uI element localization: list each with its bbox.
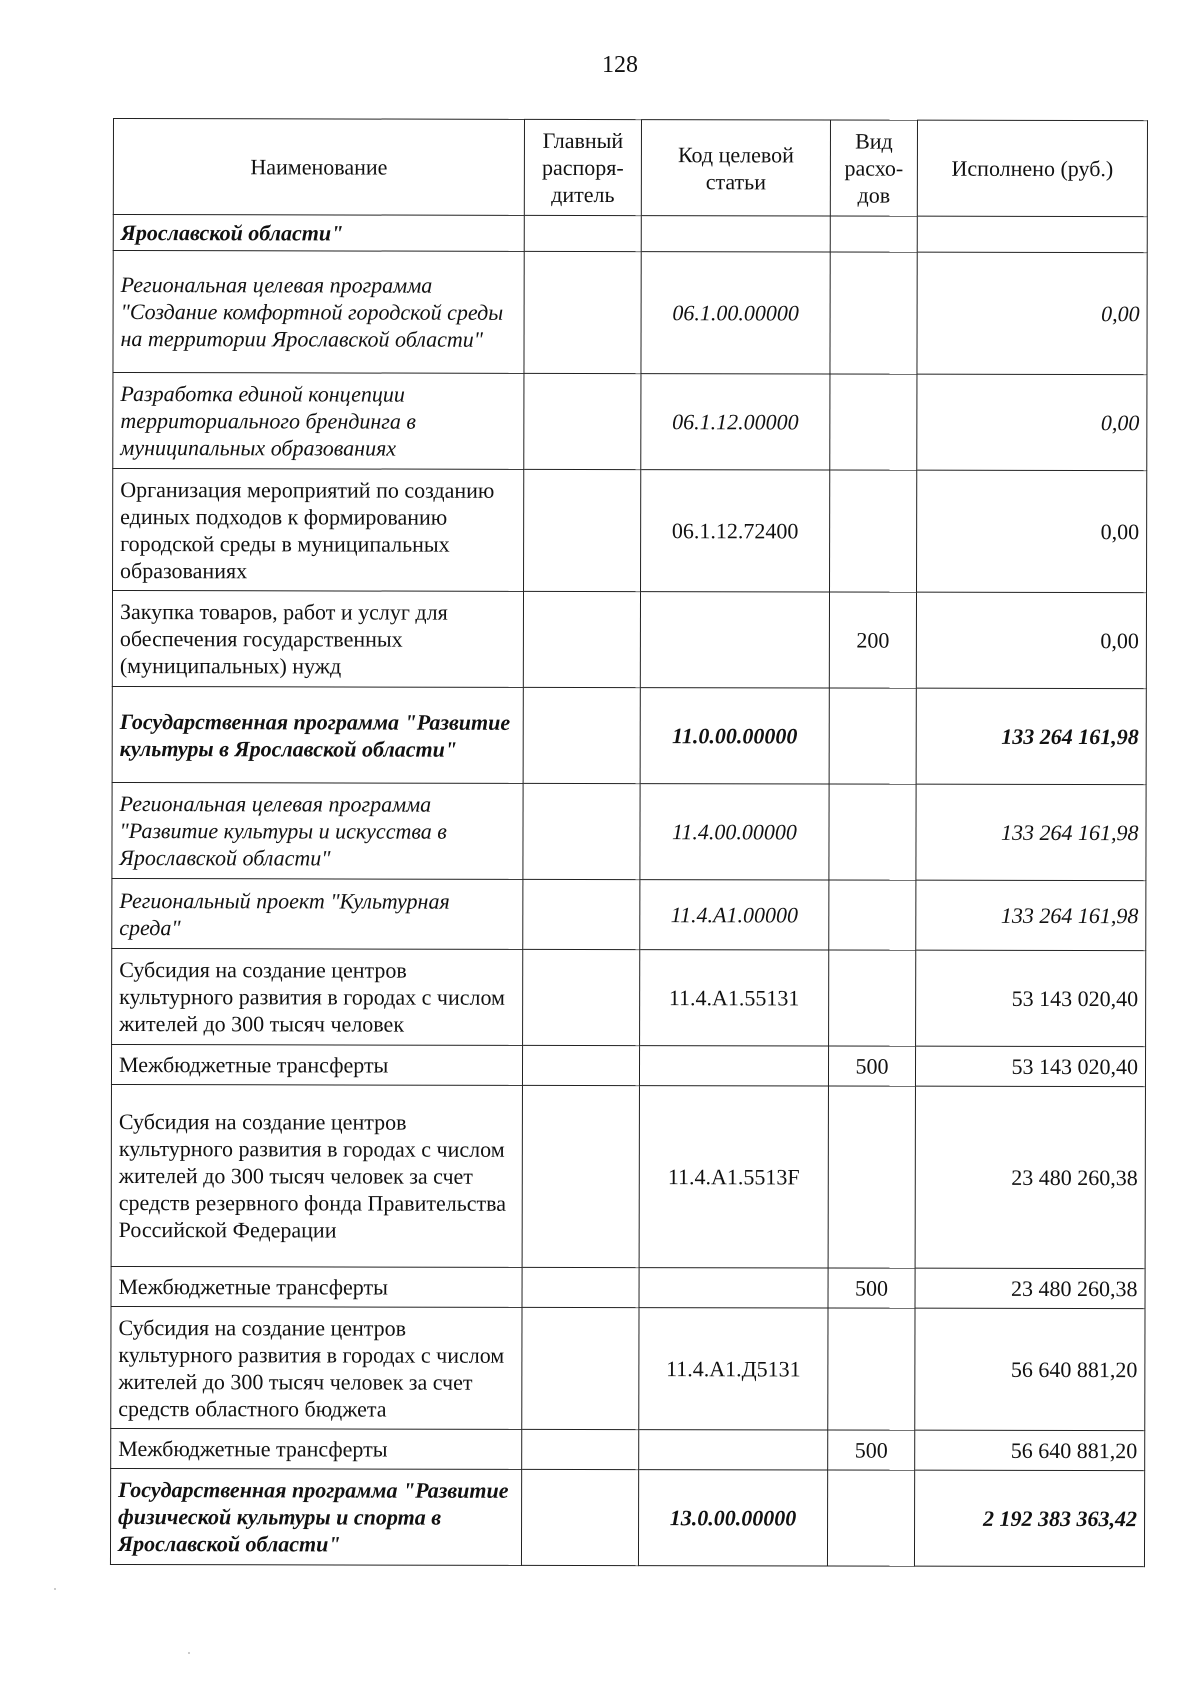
cell-name: Государственная программа "Развитие физической культуры и спорта в Ярославской области" (110, 1468, 521, 1565)
cell-main-manager (522, 1307, 639, 1429)
table-row (113, 215, 1147, 253)
cell-expense-kind (829, 688, 916, 784)
cell-main-manager (522, 1267, 639, 1307)
cell-target-code: 11.0.00.00000 (640, 688, 829, 784)
cell-expense-kind (830, 374, 917, 470)
cell-target-code: 13.0.00.00000 (638, 1470, 827, 1566)
cell-name: Субсидия на создание центров культурного развития в городах с числом жителей до 300 тысяч человек за счет средств резервного фонда Правительства Российской Федерации (111, 1084, 522, 1267)
scan-speck (54, 1588, 56, 1590)
cell-expense-kind (829, 880, 916, 950)
cell-name: Межбюджетные трансферты (111, 1044, 522, 1085)
cell-expense-kind: 200 (829, 592, 916, 688)
table-row (113, 469, 1147, 593)
cell-name: Региональная целевая программа "Развитие культуры и искусства в Ярославской области" (112, 782, 523, 879)
cell-executed: 56 640 881,20 (915, 1430, 1145, 1470)
table-row (111, 1306, 1145, 1430)
cell-target-code (640, 592, 829, 688)
cell-main-manager (523, 591, 640, 687)
table-row (111, 1044, 1145, 1086)
cell-expense-kind (830, 470, 917, 592)
cell-target-code: 06.1.12.72400 (641, 470, 830, 592)
cell-target-code: 11.4.A1.Д5131 (639, 1308, 828, 1430)
cell-main-manager (523, 783, 640, 879)
cell-name: Субсидия на создание центров культурного развития в городах с числом жителей до 300 тысяч человек (112, 948, 523, 1045)
table-row (113, 373, 1147, 471)
cell-expense-kind (828, 1086, 915, 1268)
cell-main-manager (524, 469, 641, 591)
table-body (110, 215, 1147, 1567)
budget-execution-table (110, 118, 1148, 1567)
table-row (113, 251, 1147, 375)
cell-main-manager (524, 215, 641, 251)
cell-main-manager (522, 1429, 639, 1469)
scan-speck (188, 1652, 190, 1654)
page-number: 128 (602, 52, 638, 78)
cell-target-code: 06.1.12.00000 (641, 374, 830, 470)
cell-target-code (641, 216, 830, 252)
cell-executed: 56 640 881,20 (915, 1308, 1145, 1430)
cell-expense-kind (828, 1308, 915, 1430)
cell-target-code (639, 1430, 828, 1470)
cell-executed: 53 143 020,40 (916, 950, 1146, 1046)
cell-main-manager (523, 879, 640, 949)
table-header-row (113, 119, 1147, 217)
table-row (111, 1428, 1145, 1470)
cell-main-manager (522, 1085, 639, 1267)
cell-executed: 0,00 (917, 470, 1147, 592)
header-expense-kind: Вид расхо-дов (830, 120, 917, 216)
cell-expense-kind (830, 252, 917, 374)
cell-executed: 133 264 161,98 (916, 880, 1146, 950)
cell-name: Субсидия на создание центров культурного развития в городах с числом жителей до 300 тысяч человек за счет средств областного бюджета (111, 1306, 522, 1429)
cell-expense-kind (829, 950, 916, 1046)
cell-target-code: 06.1.00.00000 (641, 252, 830, 374)
table-row (112, 948, 1146, 1046)
cell-expense-kind: 500 (828, 1430, 915, 1470)
cell-executed: 23 480 260,38 (915, 1268, 1145, 1308)
cell-name: Закупка товаров, работ и услуг для обеспечения государственных (муниципальных) нужд (112, 591, 523, 688)
header-name: Наименование (113, 119, 524, 216)
cell-executed: 23 480 260,38 (915, 1086, 1145, 1268)
cell-executed: 133 264 161,98 (916, 784, 1146, 880)
cell-executed: 53 143 020,40 (915, 1046, 1145, 1086)
cell-expense-kind: 500 (828, 1268, 915, 1308)
cell-main-manager (524, 251, 641, 373)
cell-expense-kind (827, 1470, 914, 1566)
cell-main-manager (523, 949, 640, 1045)
table-row (112, 782, 1146, 880)
cell-name: Региональная целевая программа "Создание комфортной городской среды на территории Ярославской области" (113, 251, 524, 374)
table-row (111, 1266, 1145, 1308)
cell-expense-kind (830, 216, 917, 252)
table-row (111, 1084, 1145, 1268)
cell-main-manager (522, 1045, 639, 1085)
cell-expense-kind: 500 (828, 1046, 915, 1086)
cell-executed (917, 216, 1147, 252)
cell-executed: 0,00 (917, 252, 1147, 374)
cell-main-manager (521, 1469, 638, 1565)
cell-name: Организация мероприятий по созданию единых подходов к формированию городской среды в муниципальных образованиях (113, 469, 524, 592)
header-executed: Исполнено (руб.) (917, 120, 1147, 216)
table-row (112, 591, 1146, 689)
cell-main-manager (523, 687, 640, 783)
cell-target-code: 11.4.A1.5513F (639, 1086, 828, 1268)
cell-name: Межбюджетные трансферты (111, 1266, 522, 1307)
table-row (112, 878, 1146, 950)
cell-target-code: 11.4.A1.00000 (640, 880, 829, 950)
cell-target-code (639, 1046, 828, 1086)
header-target-code: Код целевой статьи (641, 120, 830, 216)
cell-executed: 0,00 (917, 374, 1147, 470)
cell-expense-kind (829, 784, 916, 880)
cell-executed: 0,00 (916, 592, 1146, 688)
cell-main-manager (524, 373, 641, 469)
cell-target-code: 11.4.A1.55131 (640, 950, 829, 1046)
header-main-manager: Главный распоря-дитель (524, 119, 641, 215)
cell-target-code (639, 1268, 828, 1308)
table-row (110, 1468, 1144, 1566)
cell-executed: 2 192 383 363,42 (914, 1470, 1144, 1566)
table-row (112, 686, 1146, 784)
cell-name: Межбюджетные трансферты (111, 1428, 522, 1469)
cell-name: Разработка единой концепции территориального брендинга в муниципальных образованиях (113, 373, 524, 470)
cell-target-code: 11.4.00.00000 (640, 784, 829, 880)
cell-name: Государственная программа "Развитие культуры в Ярославской области" (112, 686, 523, 783)
cell-name: Ярославской области" (113, 215, 524, 252)
cell-executed: 133 264 161,98 (916, 688, 1146, 784)
cell-name: Региональный проект "Культурная среда" (112, 878, 523, 949)
